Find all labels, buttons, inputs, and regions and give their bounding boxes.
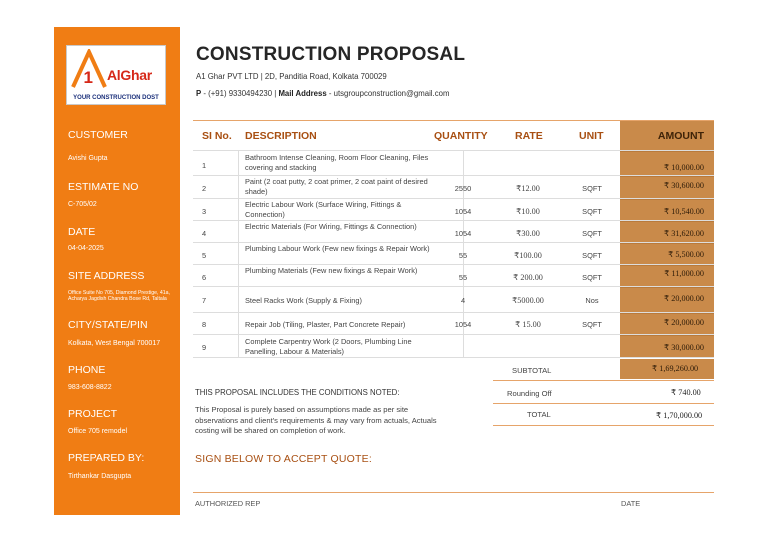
row-quantity: 2550 bbox=[454, 184, 472, 193]
row-no: 1 bbox=[202, 161, 207, 170]
row-no: 9 bbox=[202, 343, 207, 352]
row-quantity: 1054 bbox=[454, 229, 472, 238]
row-amount: ₹ 30,000.00 bbox=[663, 343, 704, 352]
signature-date-label: DATE bbox=[621, 499, 641, 508]
city-label: CITY/STATE/PIN bbox=[68, 319, 148, 331]
row-description: Plumbing Materials (Few new fixings & Repair Work) bbox=[245, 266, 418, 275]
col-header-unit: UNIT bbox=[579, 130, 604, 142]
row-quantity: 4 bbox=[460, 296, 466, 305]
site-address-label: SITE ADDRESS bbox=[68, 270, 145, 282]
row-description: Bathroom Intense Cleaning, Room Floor Cleaning, Files covering and stacking bbox=[245, 153, 429, 172]
row-description: Plumbing Labour Work (Few new fixings & Repair Work) bbox=[245, 244, 430, 253]
row-amount-cell bbox=[620, 313, 714, 334]
estimate-value: C-705/02 bbox=[68, 201, 97, 208]
site-address-value: Office Suite No 705, Diamond Prestige, 41a, Acharya Jagdish Chandra Bose Rd, Taltala bbox=[68, 290, 170, 303]
estimate-label: ESTIMATE NO bbox=[68, 181, 139, 193]
rounding-amount: ₹ 740.00 bbox=[671, 388, 701, 397]
phone-prefix: P bbox=[196, 89, 202, 98]
row-no: 6 bbox=[202, 273, 207, 282]
row-quantity: 55 bbox=[458, 251, 468, 260]
row-unit: Nos bbox=[585, 296, 599, 305]
phone-label: PHONE bbox=[68, 364, 106, 376]
col-header-amount: AMOUNT bbox=[657, 130, 704, 142]
row-amount: ₹ 5,500.00 bbox=[668, 250, 704, 259]
table-row bbox=[193, 220, 714, 242]
row-rate: ₹ 200.00 bbox=[513, 273, 543, 282]
row-unit: SQFT bbox=[582, 229, 602, 238]
row-amount: ₹ 10,000.00 bbox=[663, 163, 704, 172]
row-amount: ₹ 20,000.00 bbox=[663, 318, 704, 327]
row-no: 2 bbox=[202, 184, 207, 193]
table-row bbox=[193, 264, 714, 286]
row-description: Repair Job (Tiling, Plaster, Part Concrete Repair) bbox=[245, 320, 406, 329]
conditions-body: This Proposal is purely based on assumptions made as per site observations and client's requirements & may vary from actuals, Actuals costing will be shared on completion of work. bbox=[195, 405, 437, 435]
col-header-rate: RATE bbox=[515, 130, 543, 142]
row-amount-cell bbox=[620, 199, 714, 220]
total-label: TOTAL bbox=[527, 410, 551, 419]
row-no: 3 bbox=[202, 207, 207, 216]
row-rate: ₹100.00 bbox=[514, 251, 542, 260]
col-header-quantity: QUANTITY bbox=[434, 130, 488, 142]
sign-heading: SIGN BELOW TO ACCEPT QUOTE: bbox=[195, 453, 372, 465]
row-rate: ₹12.00 bbox=[516, 184, 540, 193]
city-value: Kolkata, West Bengal 700017 bbox=[68, 340, 161, 347]
subtotal-amount: ₹ 1,69,260.00 bbox=[652, 364, 699, 373]
signature-line[interactable] bbox=[193, 492, 714, 493]
table-row bbox=[193, 175, 714, 198]
row-description: Electric Labour Work (Surface Wiring, Fittings & Connection) bbox=[245, 200, 402, 219]
row-no: 7 bbox=[202, 296, 207, 305]
table-row bbox=[193, 286, 714, 312]
row-unit: SQFT bbox=[582, 273, 602, 282]
table-row bbox=[193, 198, 714, 220]
subtotal-label: SUBTOTAL bbox=[512, 366, 552, 375]
col-header-description: DESCRIPTION bbox=[245, 130, 317, 142]
house-roof-icon bbox=[71, 49, 107, 89]
company-address: A1 Ghar PVT LTD | 2D, Panditia Road, Kolkata 700029 bbox=[196, 72, 387, 81]
row-amount-cell bbox=[620, 265, 714, 286]
row-no: 8 bbox=[202, 320, 207, 329]
row-rate: ₹ 15.00 bbox=[515, 320, 541, 329]
customer-label: CUSTOMER bbox=[68, 129, 128, 141]
prepared-by-value: Tirthankar Dasgupta bbox=[68, 473, 132, 480]
table-row bbox=[193, 334, 714, 358]
row-amount: ₹ 20,000.00 bbox=[663, 294, 704, 303]
page-title: CONSTRUCTION PROPOSAL bbox=[196, 44, 466, 65]
row-no: 4 bbox=[202, 229, 207, 238]
row-unit: SQFT bbox=[582, 320, 602, 329]
row-amount-cell bbox=[620, 335, 714, 357]
row-amount-cell bbox=[620, 221, 714, 242]
row-quantity: 1054 bbox=[454, 320, 472, 329]
col-header-no: SI No. bbox=[202, 130, 232, 142]
proposal-table bbox=[193, 120, 714, 358]
project-value: Office 705 remodel bbox=[68, 428, 128, 435]
date-value: 04-04-2025 bbox=[68, 245, 104, 252]
row-amount: ₹ 10,540.00 bbox=[663, 207, 704, 216]
row-no: 5 bbox=[202, 251, 207, 260]
row-rate: ₹10.00 bbox=[516, 207, 540, 216]
row-unit: SQFT bbox=[582, 207, 602, 216]
row-description: Paint (2 coat putty, 2 coat primer, 2 coat paint of desired shade) bbox=[245, 177, 428, 196]
row-description: Complete Carpentry Work (2 Doors, Plumbing Line Panelling, Labour & Materials) bbox=[245, 337, 412, 356]
row-rate: ₹30.00 bbox=[516, 229, 540, 238]
conditions-title: THIS PROPOSAL INCLUDES THE CONDITIONS NOTED: bbox=[195, 388, 400, 397]
row-amount: ₹ 31,620.00 bbox=[663, 229, 704, 238]
row-amount: ₹ 11,000.00 bbox=[664, 269, 704, 278]
svg-text:1: 1 bbox=[83, 68, 93, 87]
mail-label: Mail Address bbox=[278, 89, 327, 98]
row-amount-cell bbox=[620, 243, 714, 264]
date-label: DATE bbox=[68, 226, 96, 238]
phone-value: 983-608-8822 bbox=[68, 384, 112, 391]
total-amount: ₹ 1,70,000.00 bbox=[656, 411, 703, 420]
row-amount: ₹ 30,600.00 bbox=[663, 181, 704, 190]
row-rate: ₹5000.00 bbox=[512, 296, 544, 305]
row-quantity: 1054 bbox=[454, 207, 472, 216]
row-amount-cell bbox=[620, 151, 714, 175]
company-phone: - (+91) 9330494230 | bbox=[201, 89, 279, 98]
col-header-amount-cell bbox=[620, 121, 714, 151]
table-header bbox=[193, 120, 714, 150]
sidebar bbox=[54, 27, 180, 515]
authorized-rep-label: AUTHORIZED REP bbox=[195, 499, 261, 508]
table-row bbox=[193, 312, 714, 334]
row-unit: SQFT bbox=[582, 251, 602, 260]
row-unit: SQFT bbox=[582, 184, 602, 193]
table-row bbox=[193, 242, 714, 264]
company-logo bbox=[66, 45, 166, 105]
company-email: - utsgroupconstruction@gmail.com bbox=[326, 89, 450, 98]
customer-value: Avishi Gupta bbox=[68, 155, 108, 162]
logo-name: AlGhar bbox=[107, 67, 152, 83]
row-description: Electric Materials (For Wiring, Fittings & Connection) bbox=[245, 222, 417, 231]
rounding-label: Rounding Off bbox=[507, 389, 552, 398]
row-amount-cell bbox=[620, 176, 714, 198]
project-label: PROJECT bbox=[68, 408, 118, 420]
row-description: Steel Racks Work (Supply & Fixing) bbox=[245, 296, 362, 305]
company-contact bbox=[196, 89, 449, 98]
logo-tagline: YOUR CONSTRUCTION DOST bbox=[73, 95, 159, 101]
row-quantity: 55 bbox=[458, 273, 468, 282]
prepared-by-label: PREPARED BY: bbox=[68, 452, 145, 464]
row-amount-cell bbox=[620, 287, 714, 312]
table-row bbox=[193, 150, 714, 175]
